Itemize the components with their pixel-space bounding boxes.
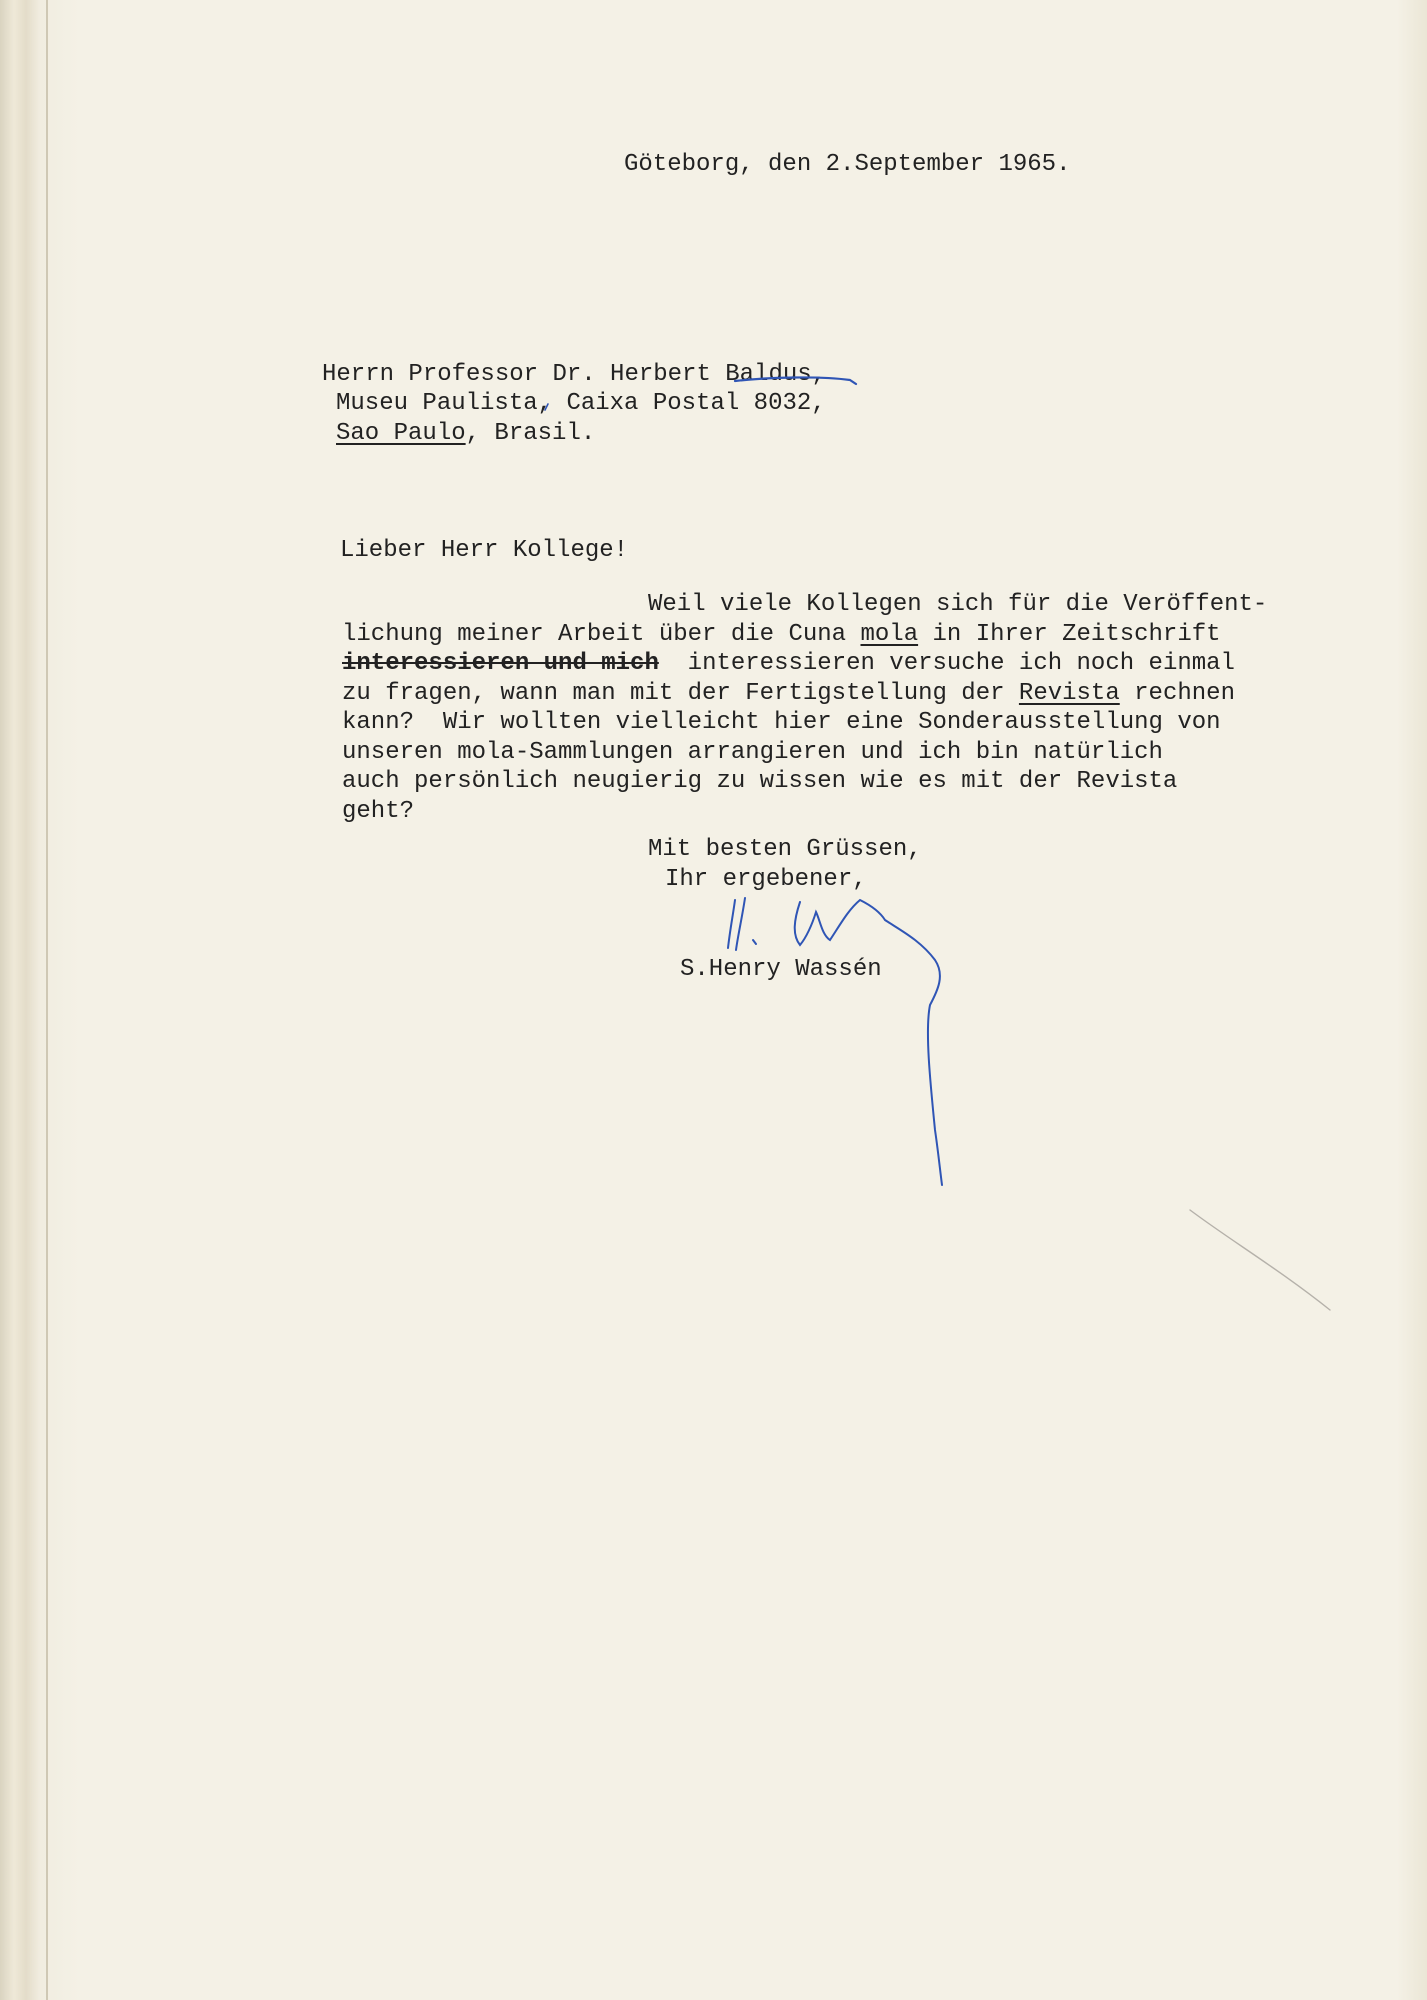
body-line-6: unseren mola-Sammlungen arrangieren und ich bin natürlich bbox=[342, 739, 1163, 766]
body-line-5: kann? Wir wollten vielleicht hier eine Sonderausstellung von bbox=[342, 709, 1221, 736]
pencil-mark bbox=[1190, 1210, 1330, 1310]
binding-fold-line bbox=[46, 0, 48, 2000]
page-right-edge bbox=[1397, 0, 1427, 2000]
recipient-title: Herrn Professor Dr. Herbert bbox=[322, 361, 726, 388]
body-line-4 bbox=[342, 679, 1235, 709]
closing-line-2: Ihr ergebener, bbox=[665, 866, 867, 893]
recipient-line-1 bbox=[322, 360, 826, 390]
word-revista: Revista bbox=[1018, 680, 1120, 707]
struck-out-text: interessieren und mich bbox=[342, 650, 659, 677]
binding-fold bbox=[0, 0, 80, 2000]
body-line-1: Weil viele Kollegen sich für die Veröffent- bbox=[648, 591, 1268, 618]
word-mola: mola bbox=[860, 621, 919, 648]
recipient-city: Sao Paulo bbox=[336, 420, 466, 447]
body-line-2-a: lichung meiner Arbeit über die Cuna bbox=[342, 621, 861, 648]
body-line-2 bbox=[342, 620, 1221, 650]
body-line-2-b: in Ihrer Zeitschrift bbox=[918, 621, 1221, 648]
body-line-8: geht? bbox=[342, 798, 415, 825]
recipient-line-3 bbox=[336, 419, 595, 449]
recipient-line-2: Museu Paulista, Caixa Postal 8032, bbox=[336, 390, 826, 417]
closing-line-1: Mit besten Grüssen, bbox=[648, 836, 922, 863]
letter-date: Göteborg, den 2.September 1965. bbox=[624, 151, 1071, 178]
body-line-3 bbox=[342, 649, 1235, 679]
handwritten-signature bbox=[728, 898, 942, 1185]
signatory-name: S.Henry Wassén bbox=[680, 956, 882, 983]
body-line-7: auch persönlich neugierig zu wissen wie es mit der Revista bbox=[342, 768, 1178, 795]
recipient-surname: Baldus, bbox=[725, 361, 827, 388]
body-line-3-rest: interessieren versuche ich noch einmal bbox=[658, 650, 1235, 677]
body-line-4-b: rechnen bbox=[1119, 680, 1235, 707]
salutation: Lieber Herr Kollege! bbox=[340, 537, 629, 564]
body-line-4-a: zu fragen, wann man mit der Fertigstellung der bbox=[342, 680, 1019, 707]
recipient-country: , Brasil. bbox=[465, 420, 596, 447]
